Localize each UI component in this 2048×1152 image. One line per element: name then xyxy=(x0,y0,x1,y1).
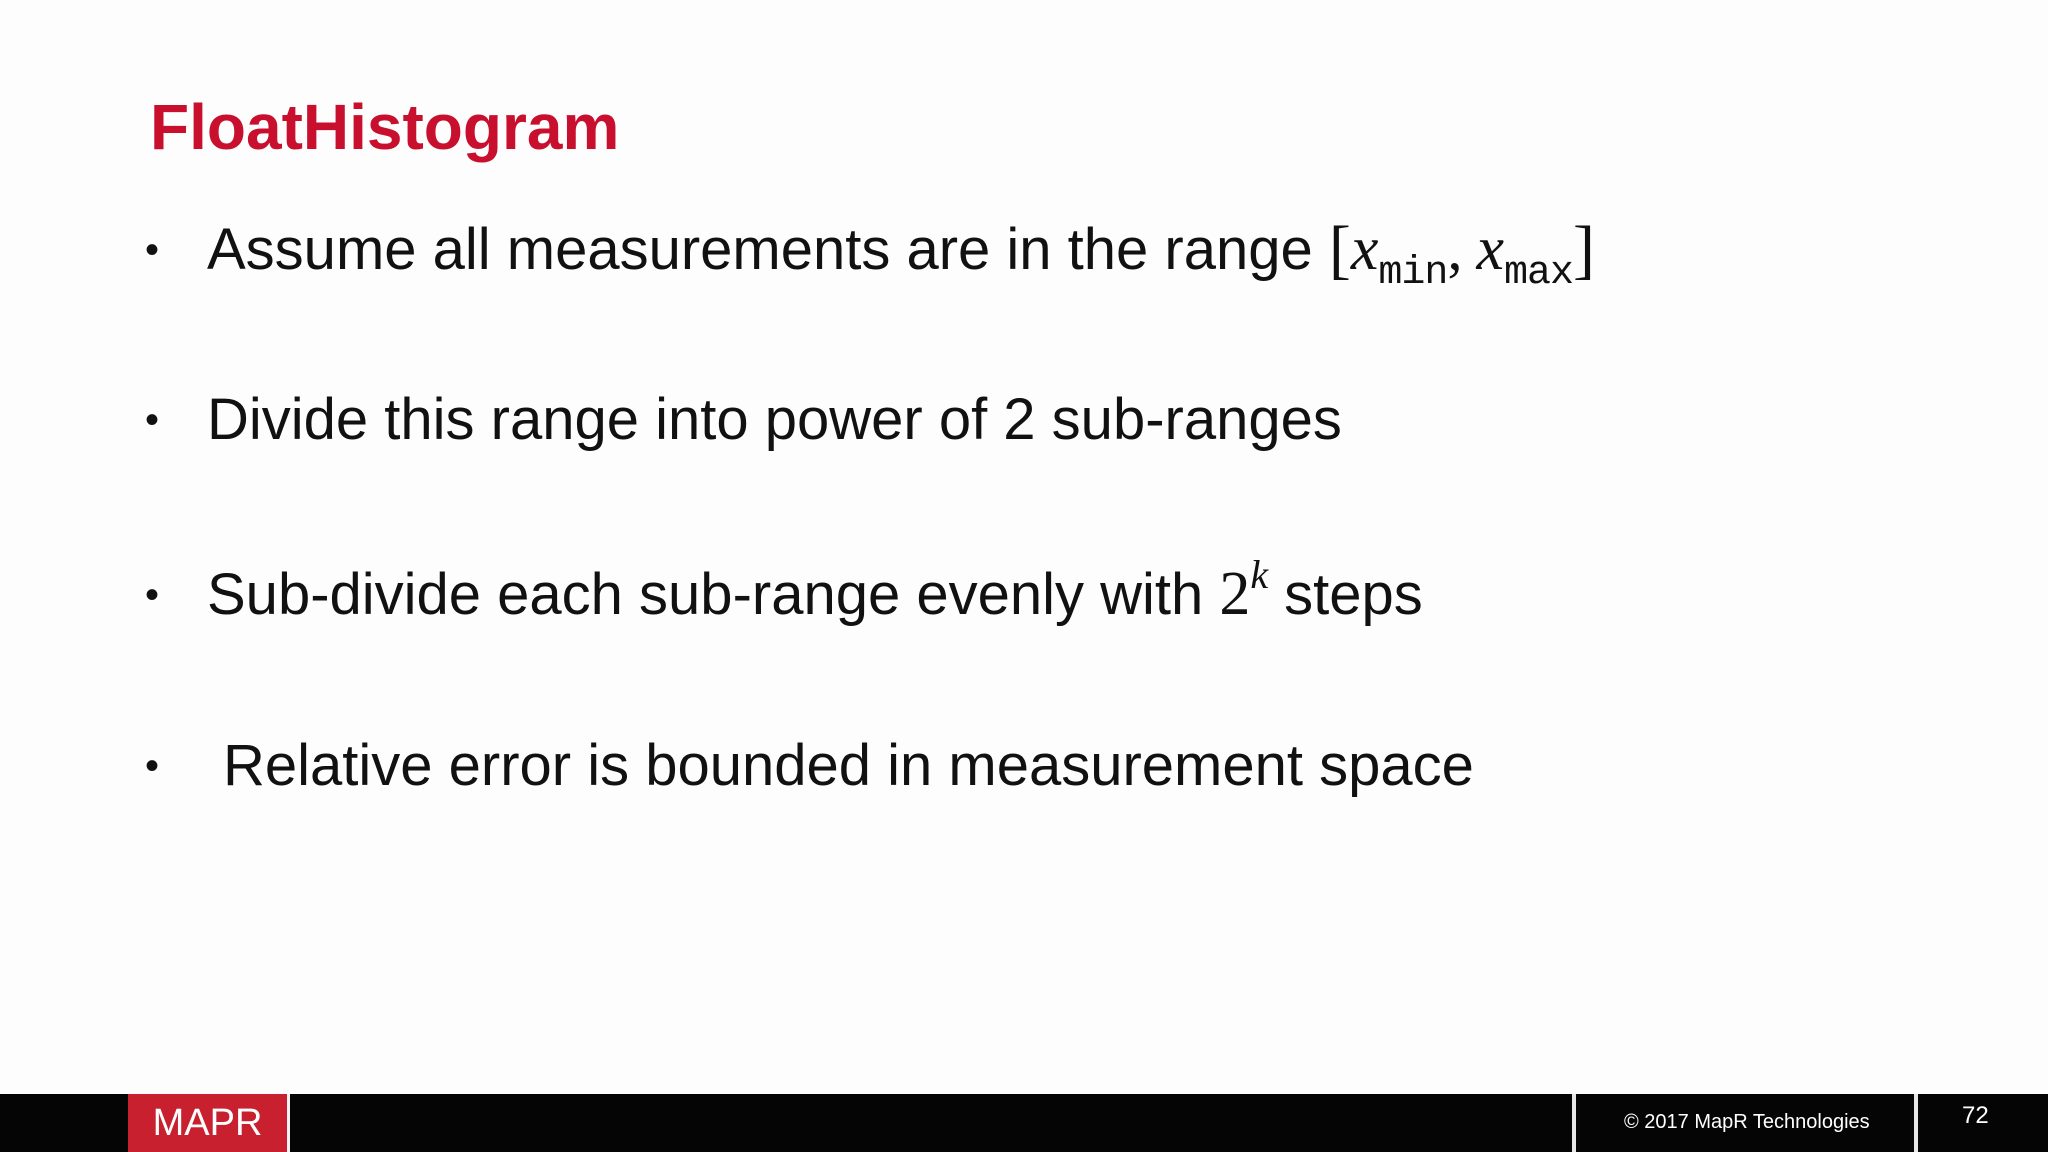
footer-divider xyxy=(1914,1094,1918,1152)
mapr-logo: MAPR xyxy=(128,1094,290,1152)
copyright-text: © 2017 MapR Technologies xyxy=(1624,1111,1870,1133)
footer-divider xyxy=(1572,1094,1576,1152)
bullet-item-relative-error xyxy=(145,730,1474,806)
bullet-marker: • xyxy=(145,227,160,272)
footer-bar xyxy=(0,1094,2048,1152)
bullet-text: Assume all measurements are in the range xyxy=(207,217,1313,282)
bullet-marker: • xyxy=(145,743,160,788)
bullet-text-after: steps xyxy=(1284,562,1423,627)
bullet-marker: • xyxy=(145,572,160,617)
bullet-item-subdivide xyxy=(145,552,1423,637)
bullet-marker: • xyxy=(145,397,160,442)
bullet-text-before: Sub-divide each sub-range evenly with xyxy=(207,562,1204,627)
power-formula: 2$^k$ xyxy=(1219,552,1269,628)
slide-title: FloatHistogram xyxy=(150,91,620,163)
bullet-text: Divide this range into power of 2 sub-ranges xyxy=(207,387,1342,452)
page-number: 72 xyxy=(1962,1102,1989,1129)
range-formula: [$x_{min}$, $x_{max}$] xyxy=(1328,213,1595,296)
bullet-item-range xyxy=(145,212,1595,296)
bullet-text: Relative error is bounded in measurement space xyxy=(223,733,1474,798)
bullet-item-divide xyxy=(145,384,1342,460)
